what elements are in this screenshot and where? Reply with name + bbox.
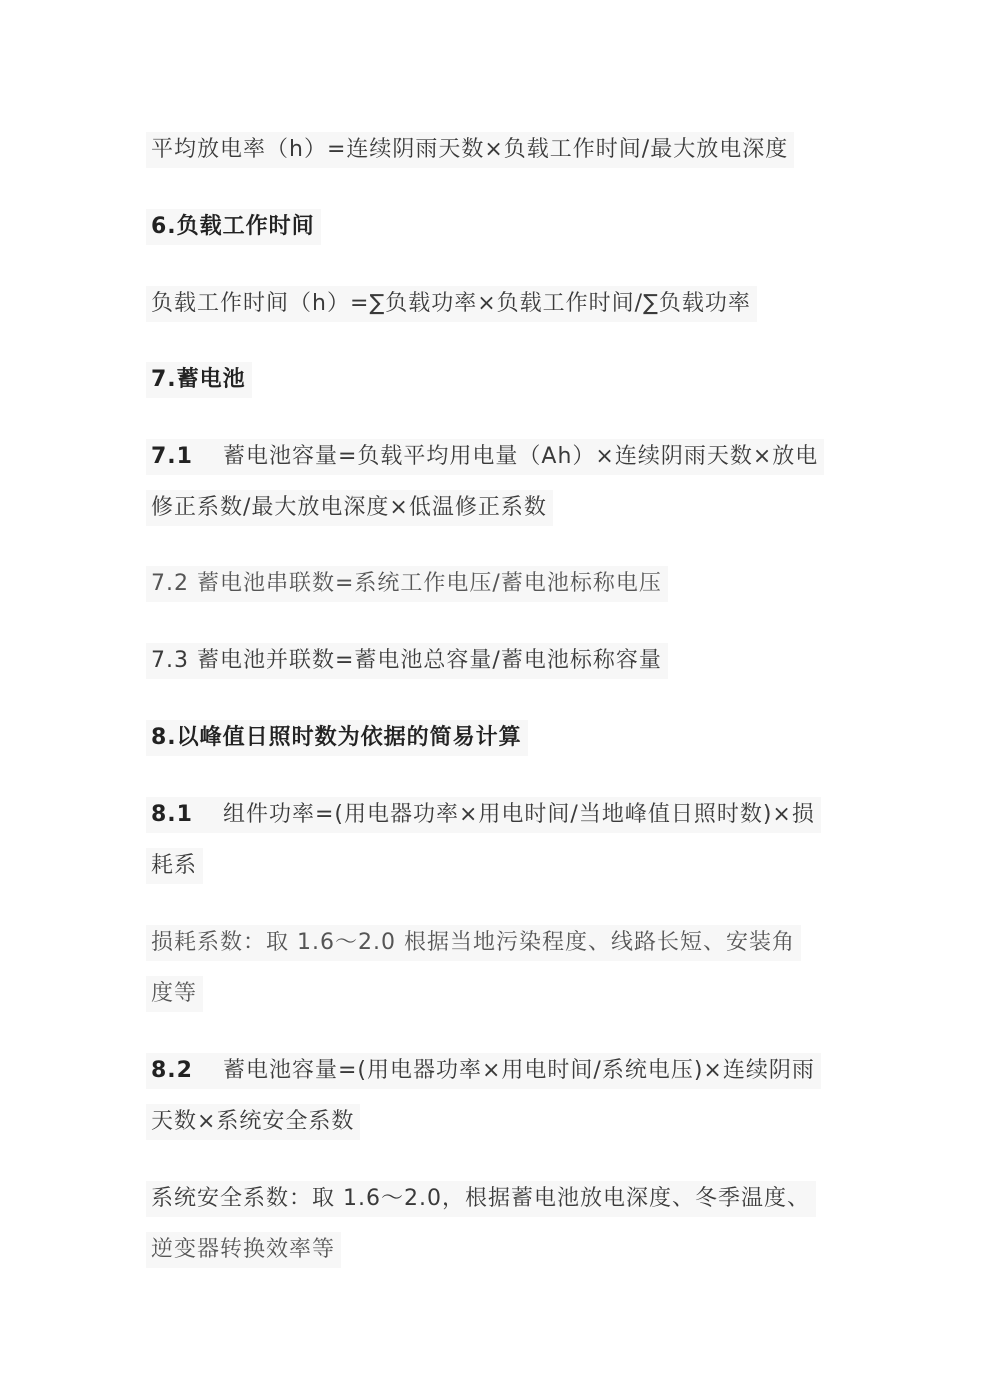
line-text: 天数×系统安全系数 bbox=[151, 1109, 355, 1134]
section-number: 8.1 bbox=[151, 802, 193, 827]
formula-battery-capacity-simple-line1 bbox=[146, 1053, 821, 1089]
line-text: 逆变器转换效率等 bbox=[151, 1237, 336, 1262]
heading-simple-calculation bbox=[146, 720, 528, 756]
formula-module-power-line2 bbox=[146, 848, 203, 884]
line-text: 蓄电池容量=(用电器功率×用电时间/系统电压)×连续阴雨 bbox=[222, 1058, 815, 1083]
section-number: 7.1 bbox=[151, 444, 193, 469]
line-text: 损耗系数：取 1.6～2.0 根据当地污染程度、线路长短、安装角 bbox=[151, 930, 795, 955]
note-safety-factor-line2 bbox=[146, 1232, 341, 1268]
note-loss-factor-line1 bbox=[146, 925, 801, 961]
line-text: 修正系数/最大放电深度×低温修正系数 bbox=[151, 495, 547, 520]
line-text: 7.3 蓄电池并联数=蓄电池总容量/蓄电池标称容量 bbox=[151, 648, 662, 673]
formula-battery-parallel-count bbox=[146, 643, 668, 679]
formula-load-working-time bbox=[146, 286, 757, 322]
line-text: 7.2 蓄电池串联数=系统工作电压/蓄电池标称电压 bbox=[151, 571, 662, 596]
section-number: 8.2 bbox=[151, 1058, 193, 1083]
line-text: 度等 bbox=[151, 981, 198, 1006]
line-text: 耗系 bbox=[151, 853, 198, 878]
line-text: 负载工作时间（h）=∑负载功率×负载工作时间/∑负载功率 bbox=[151, 291, 751, 316]
note-safety-factor-line1 bbox=[146, 1181, 816, 1217]
formula-battery-capacity-line1 bbox=[146, 439, 824, 475]
formula-module-power-line1 bbox=[146, 797, 821, 833]
line-text: 蓄电池容量=负载平均用电量（Ah）×连续阴雨天数×放电 bbox=[222, 444, 819, 469]
heading-text: 7.蓄电池 bbox=[151, 367, 246, 392]
heading-text: 8.以峰值日照时数为依据的简易计算 bbox=[151, 725, 522, 750]
formula-battery-capacity-simple-line2 bbox=[146, 1104, 360, 1140]
heading-battery bbox=[146, 362, 252, 398]
formula-average-discharge-rate bbox=[146, 132, 794, 168]
formula-battery-series-count bbox=[146, 566, 668, 602]
line-text: 组件功率=(用电器功率×用电时间/当地峰值日照时数)×损 bbox=[222, 802, 815, 827]
line-text: 平均放电率（h）=连续阴雨天数×负载工作时间/最大放电深度 bbox=[151, 137, 789, 162]
note-loss-factor-line2 bbox=[146, 976, 203, 1012]
formula-battery-capacity-line2 bbox=[146, 490, 553, 526]
heading-text: 6.负载工作时间 bbox=[151, 214, 315, 239]
heading-load-working-time bbox=[146, 209, 321, 245]
line-text: 系统安全系数：取 1.6～2.0，根据蓄电池放电深度、冬季温度、 bbox=[151, 1186, 810, 1211]
